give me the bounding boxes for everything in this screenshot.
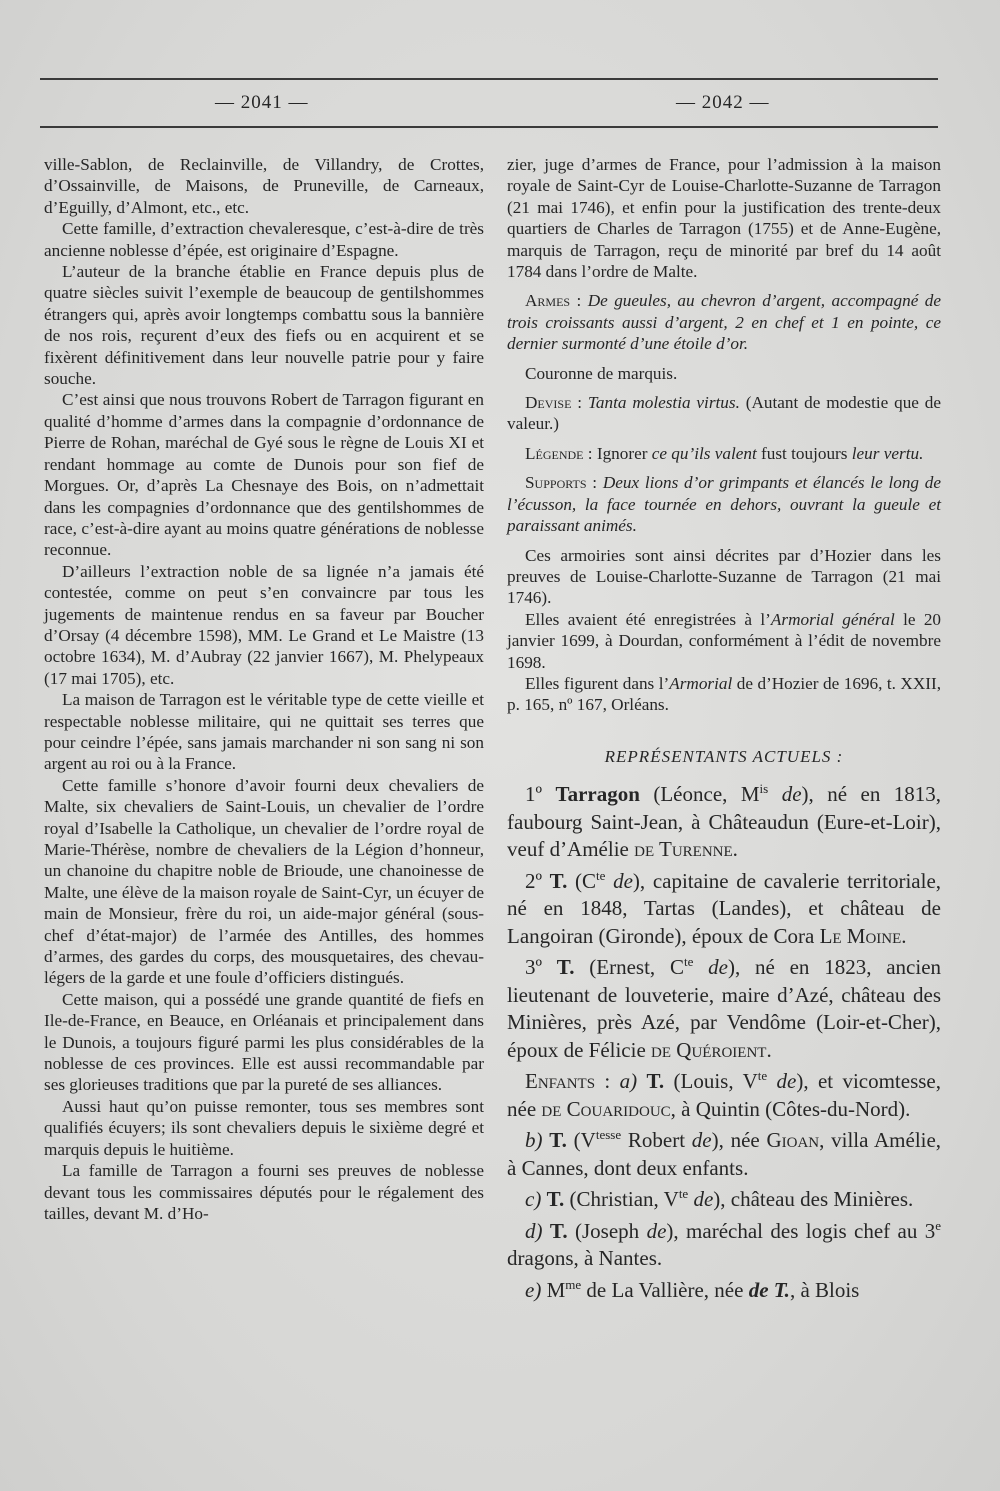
entry-letter: a) — [619, 1069, 638, 1094]
text-run: (C — [575, 868, 597, 893]
legende-label: Légende : — [525, 443, 593, 463]
text-run: (Léonce, M — [653, 782, 760, 807]
particle: de — [613, 868, 633, 893]
family-name: T. — [549, 1128, 567, 1153]
superscript: e — [935, 1217, 942, 1233]
text-run: ), château des Minières. — [713, 1187, 914, 1212]
text-run: villa Amélie, à Cannes, dont deux enfants. — [507, 1128, 942, 1180]
representants-list — [507, 781, 941, 1304]
paragraph: Ces armoiries sont ainsi décrites par d’Hozier dans les preuves de Louise-Charlotte-Suzanne de Tarragon (21 mai 1746). — [507, 545, 941, 608]
text-run: (Ernest, C — [589, 955, 684, 980]
particle: de — [693, 1187, 714, 1212]
supports-text: Deux lions d’or grimpants et élancés le long de l’écusson, la face tournée en dehors, ouvrant la gueule et paraissant animés. — [507, 473, 941, 536]
enfant-d — [507, 1218, 941, 1273]
text-run: Elles figurent dans l’ — [525, 673, 670, 693]
armorial-title: Armorial général — [770, 609, 895, 629]
entry-letter: d) — [525, 1218, 543, 1243]
representant-3 — [507, 954, 941, 1064]
text-run: ), née — [711, 1128, 760, 1153]
text-run: , à Blois — [789, 1277, 860, 1302]
armorial-title: Armorial — [669, 673, 733, 693]
text-run: de d’Hozier de 1696, t. XXII, p. 165, nº 167, Orléans. — [507, 673, 941, 715]
top-rule — [40, 78, 938, 80]
entry-letter: b) — [525, 1128, 543, 1153]
legende-text: Ignorer — [596, 443, 648, 463]
text-run: de La Vallière, née — [586, 1277, 744, 1302]
text-run: M — [546, 1277, 566, 1302]
paragraph: Cette famille, d’extraction chevaleresque, c’est-à-dire de très ancienne noblesse d’épée, est originaire d’Espagne. — [44, 219, 484, 260]
text-run: (Louis, V — [673, 1069, 758, 1094]
armes-text: De gueules, au chevron d’argent, accompagné de trois croissants aussi d’argent, 2 en chef et 1 en pointe, ce dernier surmonté d’une étoile d’or. — [507, 291, 941, 354]
armes-entry — [507, 290, 941, 354]
text-run: (Joseph — [575, 1218, 640, 1243]
text-run: ), né en 1823, ancien lieutenant de louveterie, maire d’Azé, château des Minières, près Azé, par Vendôme (Loir-et-Cher), époux de Félicie — [507, 955, 942, 1062]
enfant-b — [507, 1127, 941, 1182]
family-name: T. — [646, 1069, 665, 1094]
family-name: T. — [546, 1187, 565, 1212]
superscript: te — [678, 1186, 689, 1202]
entry-number: 2º — [525, 868, 543, 893]
entry-number: 3º — [525, 955, 543, 980]
paragraph — [507, 673, 941, 716]
right-column — [507, 154, 941, 1308]
legende-entry — [507, 443, 941, 464]
particle: de — [781, 782, 802, 807]
spouse-name: de Turenne. — [634, 837, 738, 862]
spouse-name: Le Moine. — [819, 923, 907, 948]
text-run: dragons, à Nantes. — [507, 1246, 663, 1271]
paragraph: Cette famille s’honore d’avoir fourni deux chevaliers de Malte, six chevaliers de Saint-Louis, un chevalier de l’ordre royal d’Isabelle la Catholique, un chevalier de l’ordre royal de Marie-Thérèse, nombre de chevaliers de la Légion d’honneur, un chanoine du chapitre noble de Brioude, une chanoinesse de Malte, une élève de la maison royale de Saint-Cyr, un écuyer de main de Monsieur, frère du roi, un aide-major général (sous-chef d’état-major) de l’armée des Antilles, des hommes d’armes, des gardes du corps, des mousquetaires, des chevau-légers de la garde et une foule d’officiers distingués. — [44, 775, 484, 988]
paragraph: ville-Sablon, de Reclainville, de Villandry, de Crottes, d’Ossainville, de Maisons, de Pruneville, de Carneaux, d’Eguilly, d’Almont, etc., etc. — [44, 155, 484, 217]
representant-1 — [507, 781, 941, 864]
superscript: te — [757, 1068, 768, 1084]
legende-text-italic: leur vertu. — [851, 443, 924, 463]
page-number-right: — 2042 — — [676, 92, 770, 113]
family-name: T. — [549, 868, 568, 893]
spouse-name: de Quéroient. — [651, 1037, 772, 1062]
paragraph: Cette maison, qui a possédé une grande quantité de fiefs en Ile-de-France, en Beauce, en Orléanais et principalement dans le Dunois, a toujours figuré parmi les plus considérables de la noblesse de ces provinces. Elle est aussi recommandable par ses glorieuses traditions que par la pureté de ses alliances. — [44, 989, 484, 1095]
enfant-a — [507, 1068, 941, 1123]
representant-2 — [507, 868, 941, 951]
superscript: is — [759, 781, 769, 797]
family-name: de T. — [748, 1277, 790, 1302]
text-run: à Quintin (Côtes-du-Nord). — [681, 1096, 911, 1121]
paragraph — [507, 609, 941, 673]
family-name: Tarragon — [555, 782, 640, 807]
family-name: T. — [556, 955, 575, 980]
header-rule — [40, 126, 938, 128]
particle: de — [646, 1218, 667, 1243]
entry-number: 1º — [525, 782, 543, 807]
paragraph: zier, juge d’armes de France, pour l’admission à la maison royale de Saint-Cyr de Louise-Charlotte-Suzanne de Tarragon (21 mai 1746), et enfin pour la justification des trente-deux quartiers de Charles de Tarragon (1755) et de Anne-Eugène, marquis de Tarragon, reçu de minorité par bref du 14 août 1784 dans l’ordre de Malte. — [507, 155, 941, 282]
text-run: Robert — [627, 1128, 686, 1153]
family-name: T. — [549, 1218, 568, 1243]
paragraph: L’auteur de la branche établie en France depuis plus de quatre siècles suivit l’exemple de beaucoup de gentilshommes étrangers qui, après avoir longtemps combattu sous la bannière de nos rois, reçurent d’eux des fiefs ou en acquirent et se fixèrent définitivement dans leur nouvelle patrie pour y faire souche. — [44, 262, 484, 389]
paragraph: D’ailleurs l’extraction noble de sa lignée n’a jamais été contestée, comme on peut s’en convaincre par tous les jugements de maintenue rendus en sa faveur par Boucher d’Orsay (4 décembre 1598), MM. Le Grand et Le Maistre (13 octobre 1634), M. d’Aubray (22 janvier 1667), M. Phelypeaux (17 mai 1705), etc. — [44, 561, 484, 688]
enfant-c — [507, 1186, 941, 1214]
devise-label: Devise : — [525, 393, 583, 413]
particle: de — [708, 955, 728, 980]
superscript: te — [683, 954, 694, 970]
enfants-label: Enfants : — [525, 1069, 611, 1094]
enfant-e — [507, 1277, 941, 1305]
superscript: me — [565, 1276, 582, 1292]
entry-letter: c) — [525, 1187, 542, 1212]
particle: de — [691, 1128, 712, 1153]
section-heading: REPRÉSENTANTS ACTUELS : — [604, 746, 844, 766]
text-run: ), maréchal des logis chef au 3 — [666, 1218, 936, 1243]
page-number-left: — 2041 — — [215, 92, 309, 113]
paragraph: C’est ainsi que nous trouvons Robert de Tarragon figurant en qualité d’homme d’armes dans la compagnie d’ordonnance de Pierre de Rohan, maréchal de Gyé sous le règne de Louis XI et rendant hommage au comte de Dunois pour son fief de Morgues. Or, d’après La Chesnaye des Bois, on n’admettait dans les compagnies d’ordonnance que des gentilshommes de race, c’est-à-dire ayant au moins quatre générations de noblesse reconnue. — [44, 390, 484, 560]
spouse-name: de Couaridouc, — [541, 1096, 676, 1121]
paragraph: La maison de Tarragon est le véritable type de cette vieille et respectable noblesse militaire, qui ne quittait ses terres que pour ceindre l’épée, sans jamais marchander ni son sang ni son argent au roi ou à la France. — [44, 690, 484, 774]
devise-text: (Autant de modestie que de valeur.) — [507, 393, 942, 434]
text-run: (Christian, V — [569, 1187, 679, 1212]
text-run: (V — [573, 1128, 596, 1153]
supports-entry — [507, 472, 941, 536]
armes-label: Armes : — [525, 291, 582, 311]
text-run: ), capitaine de cavalerie territoriale, né en 1848, Tartas (Landes), et château de Langoiran (Gironde), époux de Cora — [507, 868, 942, 948]
devise-entry — [507, 392, 941, 435]
particle: de — [776, 1069, 797, 1094]
spouse-name: Gioan, — [766, 1128, 825, 1153]
left-column — [44, 154, 484, 1224]
couronne-entry: Couronne de marquis. — [525, 363, 678, 383]
text-run: ), et vicomtesse, née — [507, 1069, 942, 1121]
superscript: te — [596, 867, 606, 883]
text-run: Elles avaient été enregistrées à l’ — [525, 609, 771, 629]
paragraph: La famille de Tarragon a fourni ses preuves de noblesse devant tous les commissaires députés pour le régalement des tailles, devant M. d’Ho- — [44, 1161, 484, 1223]
devise-motto: Tanta molestia virtus. — [587, 393, 740, 413]
text-run: ), né en 1813, faubourg Saint-Jean, à Châteaudun (Eure-et-Loir), veuf d’Amélie — [507, 782, 942, 862]
legende-text-italic: ce qu’ils valent — [651, 443, 757, 463]
text-run: le 20 janvier 1699, à Dourdan, conformément à l’édit de novembre 1698. — [507, 609, 942, 672]
entry-letter: e) — [525, 1277, 542, 1302]
paragraph: Aussi haut qu’on puisse remonter, tous ses membres sont qualifiés écuyers; ils sont chevaliers depuis le sixième degré et marquis depuis le huitième. — [44, 1096, 484, 1159]
legende-text: fust toujours — [761, 443, 848, 463]
supports-label: Supports : — [525, 473, 598, 493]
superscript: tesse — [595, 1127, 622, 1143]
